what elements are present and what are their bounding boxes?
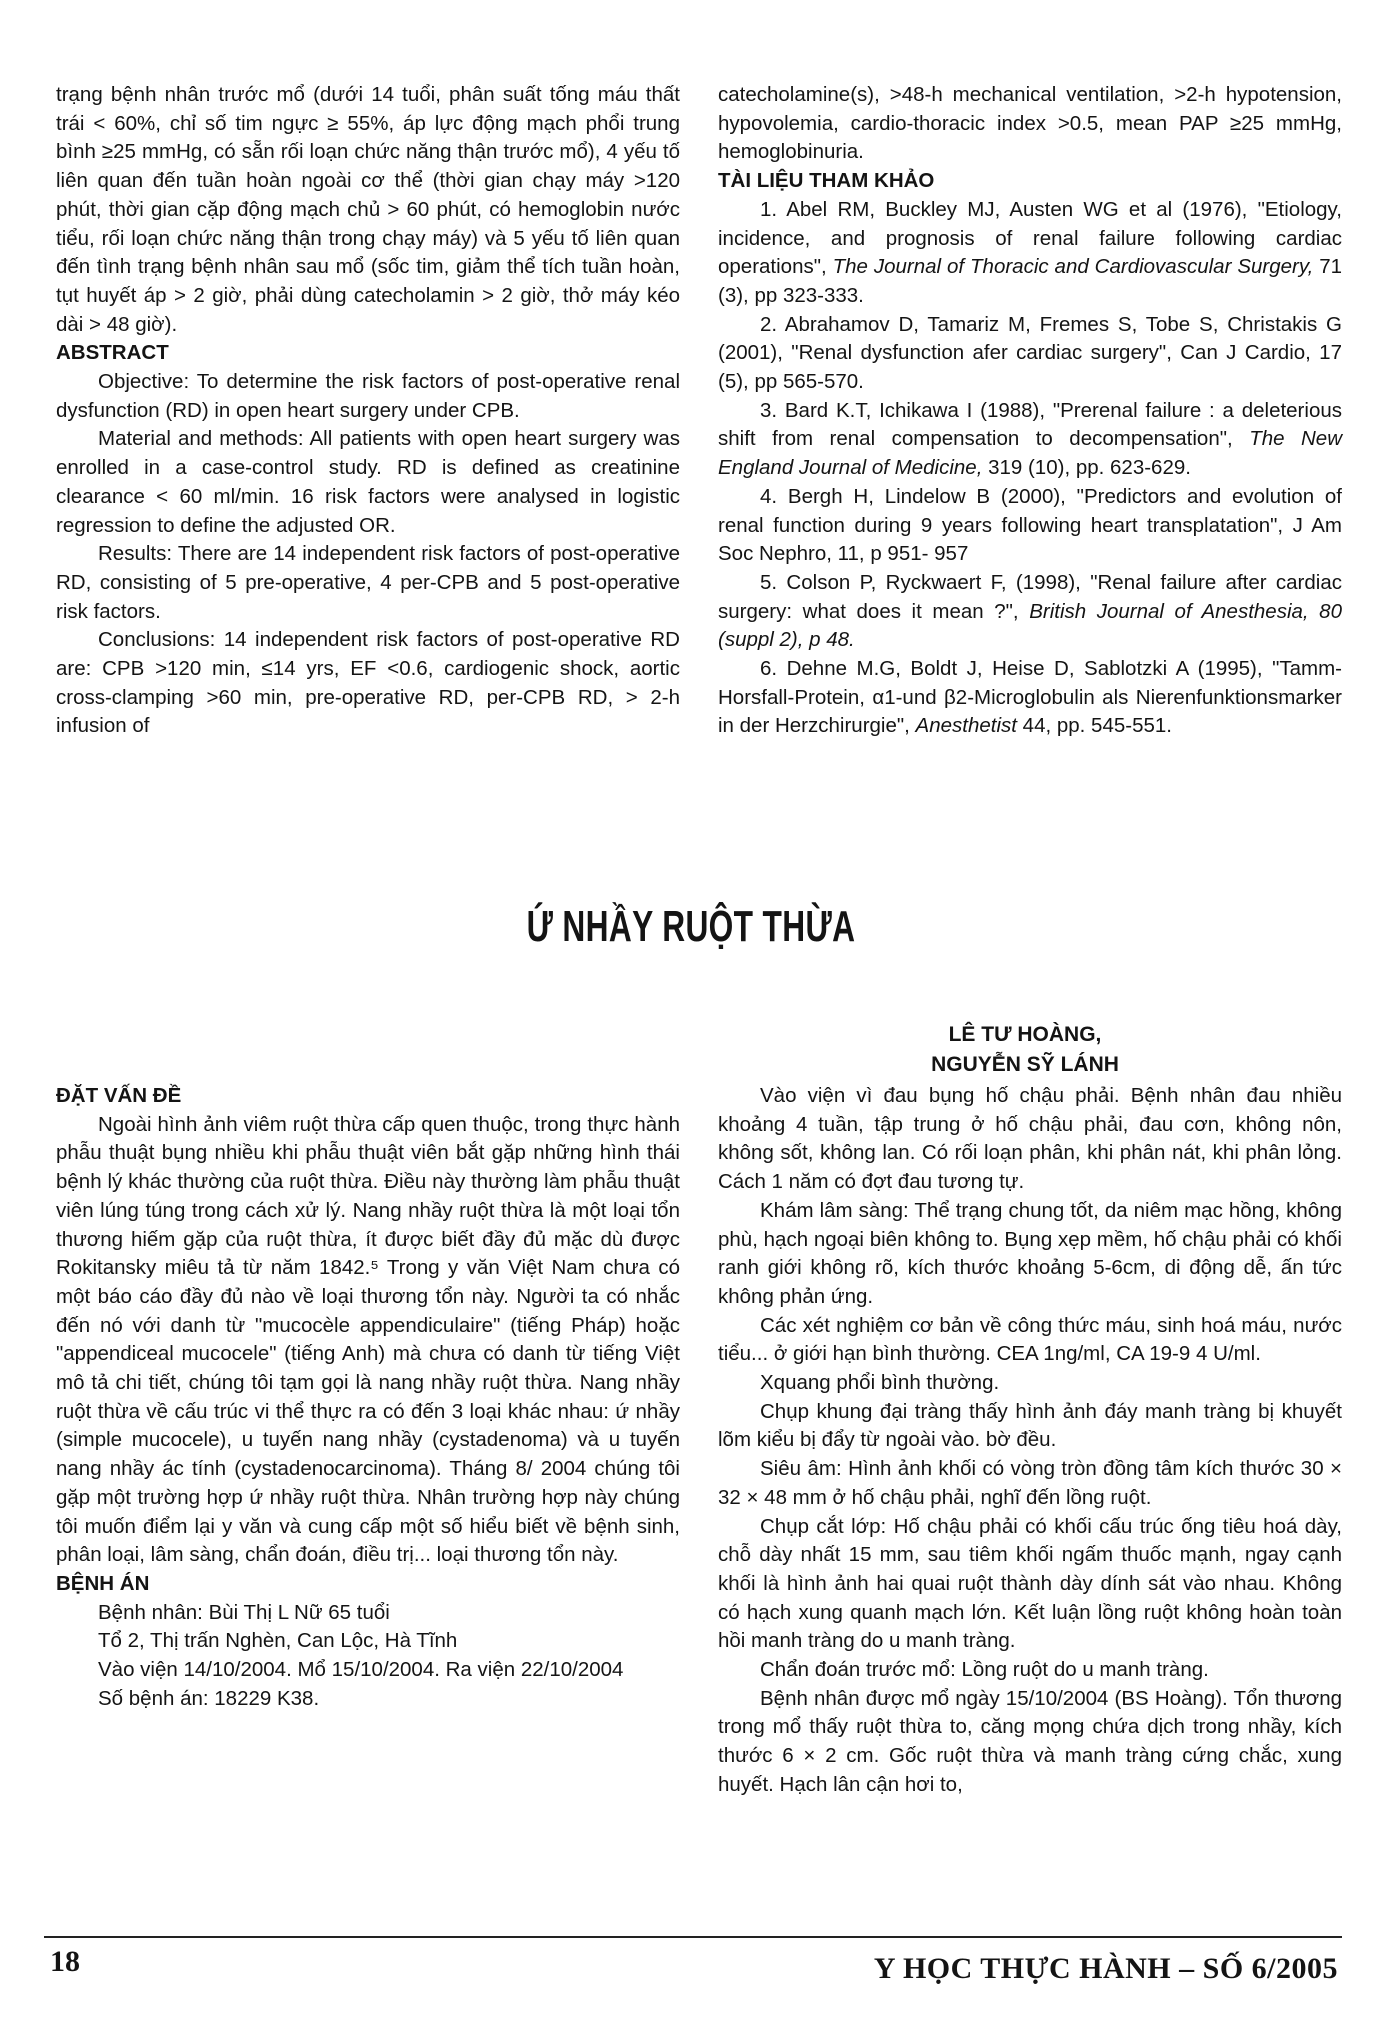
article-title: Ứ NHẦY RUỘT THỪA: [526, 902, 856, 951]
admission-dates: Vào viện 14/10/2004. Mổ 15/10/2004. Ra viện 22/10/2004: [98, 1658, 624, 1682]
case-paragraph: Siêu âm: Hình ảnh khối có vòng tròn đồng tâm kích thước 30 × 32 × 48 mm ở hố chậu phải, nghĩ đến lồng ruột.: [718, 1457, 1342, 1509]
abstract-methods: Material and methods: All patients with open heart surgery was enrolled in a case-control study. RD is defined as creatinine clearance < 60 ml/min. 16 risk factors were analysed in logistic regression to define the adjusted OR.: [56, 427, 680, 537]
case-paragraph: Vào viện vì đau bụng hố chậu phải. Bệnh nhân đau nhiều khoảng 4 tuần, tập trung ở hố chậu phải, đau cơn, không nôn, không sốt, không lan. Có rối loạn phân, khi phân nát, khi phân lỏng. Cách 1 năm có đợt đau tương tự.: [718, 1084, 1342, 1194]
article-left-column: [56, 1082, 680, 1713]
page-number: 18: [50, 1945, 80, 1978]
introduction-paragraph: Ngoài hình ảnh viêm ruột thừa cấp quen thuộc, trong thực hành phẫu thuật bụng nhiều khi phẫu thuật viên bắt gặp những hình thái bệnh lý khác thường của ruột thừa. Điều này thường làm phẫu thuật viên lúng túng trong cách xử lý. Nang nhầy ruột thừa là một loại tổn thương hiếm gặp của ruột thừa, ít được biết đầy đủ mặc dù được Rokitansky miêu tả từ năm 1842.⁵ Trong y văn Việt Nam chưa có một báo cáo đầy đủ nào về loại thương tổn này. Người ta có nhắc đến nó với danh từ "mucocèle appendiculaire" (tiếng Pháp) hoặc "appendiceal mucocele" (tiếng Anh) mà chưa có danh từ tiếng Việt mô tả chi tiết, chúng tôi tạm gọi là nang nhầy ruột thừa. Nang nhầy ruột thừa về cấu trúc vi thể thực ra có đến 3 loại khác nhau: ứ nhầy (simple mucocele), u tuyến nang nhầy (cystadenoma) và u tuyến nang nhầy ác tính (cystadenocarcinoma). Tháng 8/ 2004 chúng tôi gặp một trường hợp ứ nhầy ruột thừa. Nhân trường hợp này chúng tôi muốn điểm lại y văn và cung cấp một số hiểu biết về bệnh sinh, phân loại, lâm sàng, chẩn đoán, điều trị... loại thương tổn này.: [56, 1112, 680, 1567]
abstract-objective: Objective: To determine the risk factors of post-operative renal dysfunction (RD) in open heart surgery under CPB.: [56, 370, 680, 422]
case-paragraph: Chụp cắt lớp: Hố chậu phải có khối cấu trúc ống tiêu hoá dày, chỗ dày nhất 15 mm, sau tiêm khối ngấm thuốc mạnh, ngay cạnh khối là hình ảnh hai quai ruột thành dày dính sát vào nhau. Không có hạch xung quanh mạch lớn. Kết luận lồng ruột không hoàn toàn hồi manh tràng do u manh tràng.: [718, 1514, 1342, 1653]
author-line: LÊ TƯ HOÀNG,: [948, 1023, 1102, 1046]
reference-item: 2. Abrahamov D, Tamariz M, Fremes S, Tobe S, Christakis G (2001), "Renal dysfunction afer cardiac surgery", Can J Cardio, 17 (5), pp 565-570.: [718, 312, 1342, 394]
patient-address: Tổ 2, Thị trấn Nghèn, Can Lộc, Hà Tĩnh: [98, 1629, 458, 1653]
reference-item: 4. Bergh H, Lindelow B (2000), "Predictors and evolution of renal function during 9 years following heart transplatation", J Am Soc Nephro, 11, p 951- 957: [718, 484, 1342, 566]
prev-article-right-column: [718, 81, 1342, 741]
reference-item: 6. Dehne M.G, Boldt J, Heise D, Sablotzki A (1995), "Tamm-Horsfall-Protein, α1-und β2-Microglobulin als Nierenfunktionsmarker in der Herzchirurgie", Anesthetist 44, pp. 545-551.: [718, 657, 1342, 738]
journal-name: Y HỌC THỰC HÀNH – SỐ 6/2005: [873, 1952, 1338, 1985]
prev-article-left-column: [56, 81, 680, 741]
author-line: NGUYỄN SỸ LÁNH: [931, 1053, 1119, 1076]
case-paragraph: Xquang phổi bình thường.: [760, 1371, 1000, 1395]
case-paragraph: Các xét nghiệm cơ bản về công thức máu, sinh hoá máu, nước tiểu... ở giới hạn bình thường. CEA 1ng/ml, CA 19-9 4 U/ml.: [718, 1313, 1342, 1366]
article-right-column: [718, 1082, 1342, 1800]
article-authors: [880, 1020, 1170, 1080]
case-paragraph: Bệnh nhân được mổ ngày 15/10/2004 (BS Hoàng). Tổn thương trong mổ thấy ruột thừa to, căng mọng chứa dịch trong nhầy, kích thước 6 × 2 cm. Gốc ruột thừa và manh tràng cứng chắc, xung huyết. Hạch lân cận hơi to,: [718, 1686, 1342, 1796]
case-paragraph: Chẩn đoán trước mổ: Lồng ruột do u manh tràng.: [760, 1658, 1209, 1682]
abstract-heading: ABSTRACT: [56, 341, 169, 365]
patient-name: Bệnh nhân: Bùi Thị L Nữ 65 tuổi: [98, 1600, 390, 1624]
abstract-conclusions: Conclusions: 14 independent risk factors of post-operative RD are: CPB >120 min, ≤14 yrs, EF <0.6, cardiogenic shock, aortic cross-clamping >60 min, pre-operative RD, per-CPB RD, > 2-h infusion of: [56, 628, 680, 738]
prev-article-continuation: trạng bệnh nhân trước mổ (dưới 14 tuổi, phân suất tống máu thất trái < 60%, chỉ số tim ngực ≥ 55%, áp lực động mạch phổi trung bình ≥25 mmHg, có sẵn rối loạn chức năng thận trước mổ), 4 yếu tố liên quan đến tuần hoàn ngoài cơ thể (thời gian chạy máy >120 phút, thời gian cặp động mạch chủ > 60 phút, có hemoglobin nước tiểu, rối loạn chức năng thận trong chạy máy) và 5 yếu tố liên quan đến tình trạng bệnh nhân sau mổ (sốc tim, giảm thể tích tuần hoàn, tụt huyết áp > 2 giờ, phải dùng catecholamin > 2 giờ, thở máy kéo dài > 48 giờ).: [56, 83, 680, 336]
reference-item: 3. Bard K.T, Ichikawa I (1988), "Prerenal failure : a deleterious shift from renal compensation to decompensation", The New England Journal of Medicine, 319 (10), pp. 623-629.: [718, 398, 1342, 480]
footer-rule: [44, 1936, 1342, 1938]
references-heading: TÀI LIỆU THAM KHẢO: [718, 169, 935, 193]
record-number: Số bệnh án: 18229 K38.: [98, 1686, 320, 1710]
abstract-results: Results: There are 14 independent risk factors of post-operative RD, consisting of 5 pre-operative, 4 per-CPB and 5 post-operative risk factors.: [56, 542, 680, 623]
case-paragraph: Khám lâm sàng: Thể trạng chung tốt, da niêm mạc hồng, không phù, hạch ngoại biên không to. Bụng xẹp mềm, hố chậu phải có khối ranh giới không rõ, kích thước khoảng 5-6cm, di động dễ, ấn tức không phản ứng.: [718, 1198, 1342, 1308]
section-heading-introduction: ĐẶT VẤN ĐỀ: [56, 1084, 182, 1107]
section-heading-case-report: BỆNH ÁN: [56, 1571, 150, 1595]
reference-item: 1. Abel RM, Buckley MJ, Austen WG et al (1976), "Etiology, incidence, and prognosis of renal failure following cardiac operations", The Journal of Thoracic and Cardiovascular Surgery, 71 (3), pp 323-333.: [718, 197, 1342, 307]
case-paragraph: Chụp khung đại tràng thấy hình ảnh đáy manh tràng bị khuyết lõm kiểu bị đẩy từ ngoài vào. bờ đều.: [718, 1399, 1342, 1452]
prev-article-continuation-right: catecholamine(s), >48-h mechanical ventilation, >2-h hypotension, hypovolemia, cardio-thoracic index >0.5, mean PAP ≥25 mmHg, hemoglobinuria.: [718, 83, 1342, 164]
reference-item: 5. Colson P, Ryckwaert F, (1998), "Renal failure after cardiac surgery: what does it mean ?", British Journal of Anesthesia, 80 (suppl 2), p 48.: [718, 570, 1342, 652]
